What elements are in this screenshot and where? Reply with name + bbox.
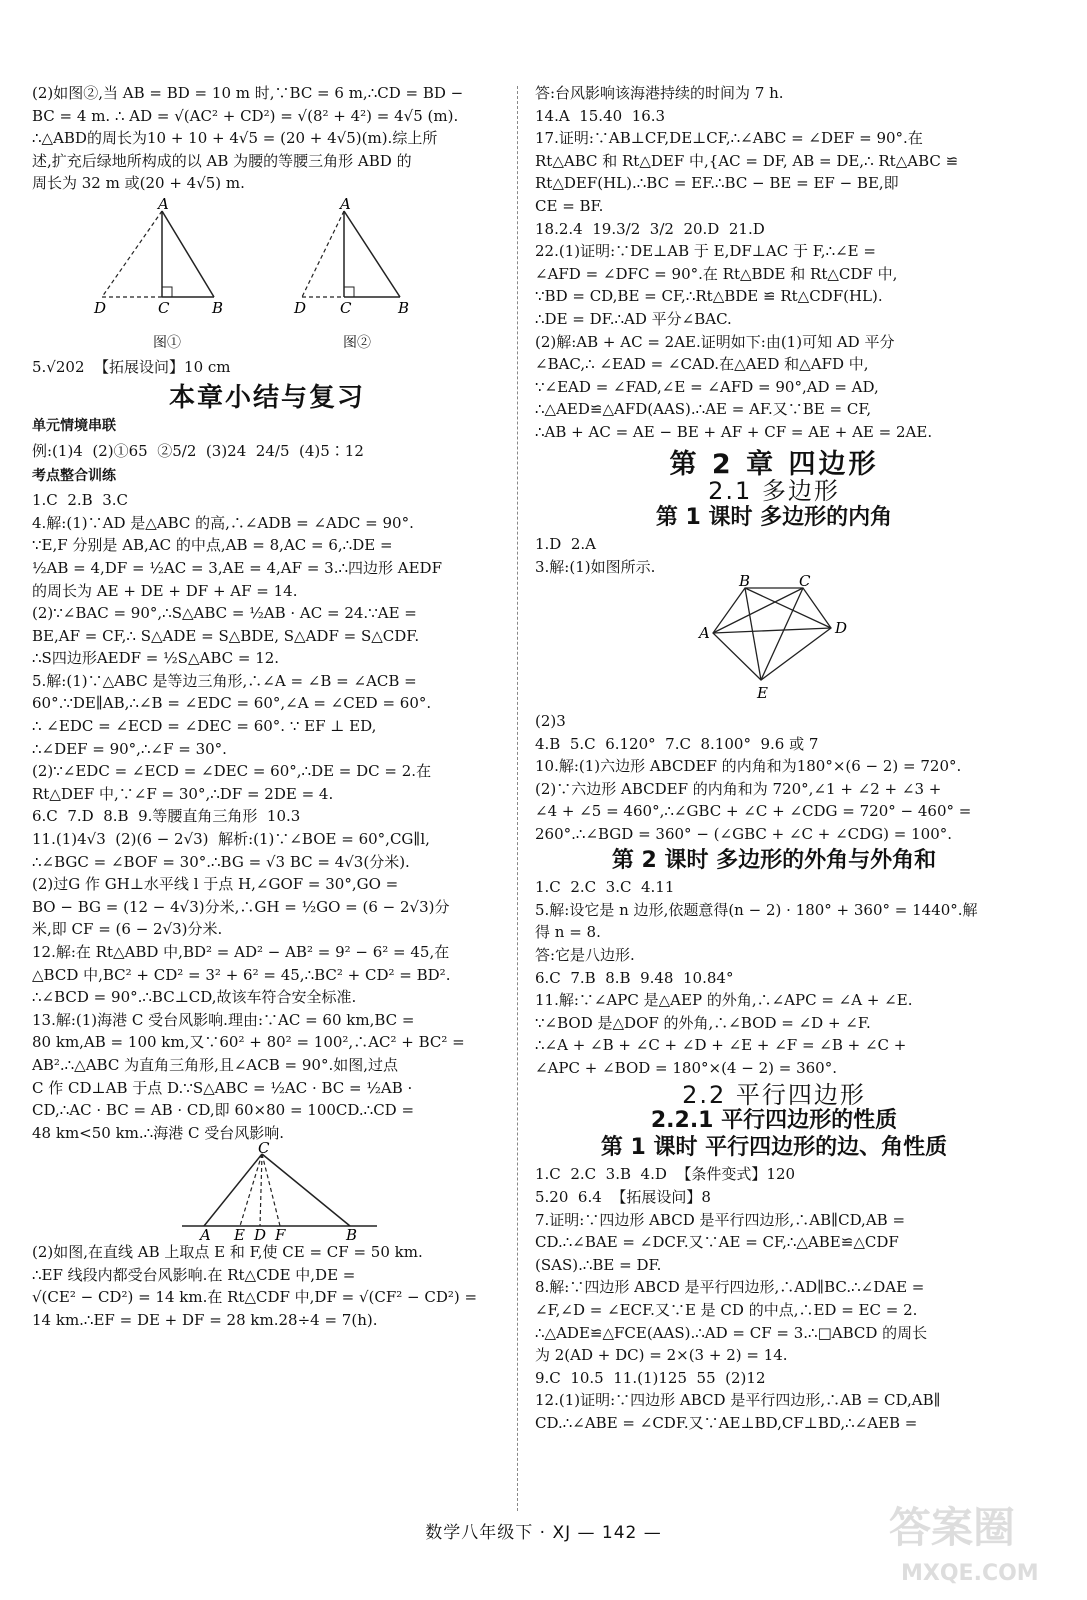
- typhoon-figure: [32, 1139, 502, 1245]
- answer-line: 9.C 10.5 11.(1)125 55 (2)12: [535, 1368, 766, 1387]
- answer-line: BC = 4 m. ∴ AD = √(AC² + CD²) = √(8² + 4²) = 4√5 (m).: [32, 106, 459, 125]
- answer-line: CD.∴∠ABE = ∠CDF.又∵AE⊥BD,CF⊥BD,∴∠AEB =: [535, 1413, 918, 1432]
- svg-text:D: D: [254, 1226, 267, 1245]
- svg-text:B: B: [346, 1226, 358, 1245]
- figure-2-caption: 图②: [343, 334, 371, 351]
- answer-line: 22.(1)证明:∵DE⊥AB 于 E,DF⊥AC 于 F,∴∠E =: [535, 242, 876, 261]
- section-2-2-title: 2.2 平行四边形: [682, 1080, 866, 1109]
- section-2-1-title: 2.1 多边形: [708, 477, 840, 506]
- answer-line: 11.解:∵∠APC 是△AEP 的外角,∴∠APC = ∠A + ∠E.: [535, 991, 913, 1010]
- svg-text:C: C: [340, 298, 352, 317]
- lesson-3-title: 第 1 课时 平行四边形的边、角性质: [600, 1134, 948, 1160]
- answer-line: 4.解:(1)∵AD 是△ABC 的高,∴∠ADB = ∠ADC = 90°.: [32, 513, 414, 532]
- answer-line: 11.(1)4√3 (2)(6 − 2√3) 解析:(1)∵∠BOE = 60°,CG∥l,: [32, 830, 430, 849]
- answer-line: (2)如图②,当 AB = BD = 10 m 时,∵BC = 6 m,∴CD = BD −: [32, 84, 464, 102]
- answer-line: 述,扩充后绿地所构成的以 AB 为腰的等腰三角形 ABD 的: [32, 151, 412, 170]
- pentagon-star-figure: [535, 572, 1013, 703]
- svg-text:A: A: [340, 194, 351, 213]
- left-answer-block-c: [32, 1241, 502, 1331]
- triangle-figure-2: [282, 194, 432, 324]
- answer-line: 周长为 32 m 或(20 + 4√5) m.: [32, 174, 245, 193]
- subheading-key-points: 考点整合训练: [32, 467, 116, 484]
- svg-text:B: B: [739, 572, 751, 591]
- answer-line: (2)∵∠BAC = 90°,∴S△ABC = ½AB · AC = 24.∵AE =: [32, 604, 417, 623]
- right-column: [535, 82, 1013, 1434]
- answer-line: 7.证明:∵四边形 ABCD 是平行四边形,∴AB∥CD,AB =: [535, 1210, 906, 1229]
- answer-line: 14 km.∴EF = DE + DF = 28 km.28÷4 = 7(h).: [32, 1310, 378, 1329]
- svg-text:D: D: [294, 298, 307, 317]
- answer-line: △BCD 中,BC² + CD² = 3² + 6² = 45,∴BC² + CD² = BD².: [32, 965, 451, 984]
- page-footer: 数学八年级下 · XJ — 142 —: [425, 1523, 662, 1543]
- svg-text:E: E: [757, 684, 768, 703]
- chapter-2-title: 第 2 章 四边形: [669, 448, 879, 480]
- svg-text:D: D: [835, 619, 848, 638]
- svg-text:B: B: [398, 298, 410, 317]
- watermark-top-text: 答案圈: [889, 1503, 1016, 1552]
- answer-line: ∴S四边形AEDF = ½S△ABC = 12.: [32, 649, 280, 668]
- answer-line: ∴∠BCD = 90°.∴BC⊥CD,故该车符合安全标准.: [32, 988, 357, 1007]
- watermark-logo: [879, 1490, 1069, 1590]
- svg-text:A: A: [158, 194, 169, 213]
- watermark-bottom-text: MXQE.COM: [901, 1561, 1039, 1586]
- answer-line: ∠APC + ∠BOD = 180°×(4 − 2) = 360°.: [535, 1058, 837, 1077]
- answer-line: 米,即 CF = (6 − 2√3)分米.: [32, 920, 223, 939]
- answer-line: BE,AF = CF,∴ S△ADE = S△BDE, S△ADF = S△CDF.: [32, 626, 420, 645]
- answer-line: ½AB = 4,DF = ½AC = 3,AE = 4,AF = 3.∴四边形 AEDF: [32, 558, 442, 577]
- answer-line: AB².∴△ABC 为直角三角形,且∠ACB = 90°.如图,过点: [32, 1055, 398, 1074]
- right-answer-block-d: [535, 876, 1013, 1079]
- answer-line: 5.解:(1)∵△ABC 是等边三角形,∴∠A = ∠B = ∠ACB =: [32, 671, 417, 690]
- svg-text:C: C: [258, 1139, 270, 1158]
- answer-line: 6.C 7.D 8.B 9.等腰直角三角形 10.3: [32, 807, 301, 826]
- answer-line: ∵∠EAD = ∠FAD,∠E = ∠AFD = 90°,AD = AD,: [535, 377, 879, 396]
- answer-line: (2)∵六边形 ABCDEF 的内角和为 720°,∠1 + ∠2 + ∠3 +: [535, 779, 942, 798]
- answer-line: ∴DE = DF.∴AD 平分∠BAC.: [535, 309, 732, 328]
- answer-line: 12.(1)证明:∵四边形 ABCD 是平行四边形,∴AB = CD,AB∥: [535, 1391, 941, 1410]
- answer-line: ∴AB + AC = AE − BE + AF + CF = AE + AE = 2AE.: [535, 422, 933, 441]
- answer-line: (2)如图,在直线 AB 上取点 E 和 F,使 CE = CF = 50 km.: [32, 1242, 423, 1261]
- answer-line: √(CE² − CD²) = 14 km.在 Rt△CDF 中,DF = √(CF² − CD²) =: [32, 1288, 478, 1307]
- answer-line: 答:它是八边形.: [535, 946, 635, 964]
- left-answer-block-a: [32, 82, 502, 195]
- answer-line: 3.解:(1)如图所示.: [535, 557, 656, 576]
- answer-line: 6.C 7.B 8.B 9.48 10.84°: [535, 968, 734, 987]
- answer-line: ∴△ADE≌△FCE(AAS).∴AD = CF = 3.∴□ABCD 的周长: [535, 1323, 928, 1342]
- answer-line: ∴∠A + ∠B + ∠C + ∠D + ∠E + ∠F = ∠B + ∠C +: [535, 1036, 907, 1055]
- answer-line: (SAS).∴BE = DF.: [535, 1255, 662, 1274]
- svg-text:D: D: [94, 298, 107, 317]
- answer-line: ∠AFD = ∠DFC = 90°.在 Rt△BDE 和 Rt△CDF 中,: [535, 264, 898, 283]
- figure-1: [92, 194, 242, 354]
- answer-line: (2)∵∠EDC = ∠ECD = ∠DEC = 60°,∴DE = DC = 2.在: [32, 762, 432, 781]
- svg-text:A: A: [200, 1226, 211, 1245]
- answer-line: 得 n = 8.: [535, 923, 601, 942]
- answer-line: Rt△DEF 中,∵∠F = 30°,∴DF = 2DE = 4.: [32, 784, 334, 803]
- figure-1-caption: 图①: [153, 334, 181, 351]
- answer-line: 的周长为 AE + DE + DF + AF = 14.: [32, 581, 298, 600]
- answer-line: ∴EF 线段内都受台风影响.在 Rt△CDE 中,DE =: [32, 1265, 356, 1284]
- answer-line: 1.D 2.A: [535, 535, 597, 554]
- section-2-2-1-title: 2.2.1 平行四边形的性质: [650, 1108, 898, 1134]
- answer-line: 17.证明:∵AB⊥CF,DE⊥CF,∴∠ABC = ∠DEF = 90°.在: [535, 129, 923, 148]
- answer-line: CD,∴AC · BC = AB · CD,即 60×80 = 100CD.∴CD =: [32, 1101, 415, 1120]
- answer-line: 13.解:(1)海港 C 受台风影响.理由:∵AC = 60 km,BC =: [32, 1010, 415, 1029]
- answer-line: ∴△ABD的周长为10 + 10 + 4√5 = (20 + 4√5)(m).综上所: [32, 129, 438, 148]
- answer-line: 14.A 15.40 16.3: [535, 106, 666, 125]
- subheading-unit-context: 单元情境串联: [32, 418, 116, 435]
- answer-line: 80 km,AB = 100 km,又∵60² + 80² = 100²,∴AC² + BC² =: [32, 1033, 465, 1052]
- svg-text:B: B: [212, 298, 224, 317]
- answer-line: 60°.∵DE∥AB,∴∠B = ∠EDC = 60°,∠A = ∠CED = 60°.: [32, 694, 432, 713]
- answer-line: 48 km<50 km.∴海港 C 受台风影响.: [32, 1123, 284, 1142]
- svg-text:E: E: [234, 1226, 245, 1245]
- answer-line: Rt△ABC 和 Rt△DEF 中,{AC = DF, AB = DE,∴ Rt△ABC ≌: [535, 151, 959, 170]
- answer-line: 5.解:设它是 n 边形,依题意得(n − 2) · 180° + 360° = 1440°.解: [535, 900, 978, 919]
- answer-line: 1.C 2.C 3.C 4.11: [535, 878, 675, 897]
- right-answer-block-c: [535, 710, 1013, 846]
- answer-line: 1.C 2.B 3.C: [32, 491, 128, 510]
- right-answer-block-b: [535, 533, 1013, 578]
- answer-line: ∠BAC,∴ ∠EAD = ∠CAD.在△AED 和△AFD 中,: [535, 355, 869, 374]
- answer-line: 8.解:∵四边形 ABCD 是平行四边形,∴AD∥BC.∴∠DAE =: [535, 1278, 925, 1297]
- svg-text:C: C: [158, 298, 170, 317]
- answer-line: ∵E,F 分别是 AB,AC 的中点,AB = 8,AC = 6,∴DE =: [32, 536, 393, 555]
- answer-line: 10.解:(1)六边形 ABCDEF 的内角和为180°×(6 − 2) = 720°.: [535, 757, 962, 776]
- answer-line: 为 2(AD + DC) = 2×(3 + 2) = 14.: [535, 1346, 788, 1365]
- answer-line: BO − BG = (12 − 4√3)分米,∴GH = ½GO = (6 − 2√3)分: [32, 897, 450, 916]
- answer-line: 18.2.4 19.3/2 3/2 20.D 21.D: [535, 219, 765, 238]
- answer-line: ∵∠BOD 是△DOF 的外角,∴∠BOD = ∠D + ∠F.: [535, 1013, 871, 1032]
- svg-text:C: C: [799, 572, 811, 591]
- answer-line: (2)3: [535, 712, 566, 731]
- answer-line: (2)过G 作 GH⊥水平线 l 于点 H,∠GOF = 30°,GO =: [32, 875, 399, 894]
- answer-line: Rt△DEF(HL).∴BC = EF.∴BC − BE = EF − BE,即: [535, 174, 899, 193]
- left-column: [32, 82, 502, 1331]
- answer-line: 12.解:在 Rt△ABD 中,BD² = AD² − AB² = 9² − 6² = 45,在: [32, 943, 450, 961]
- answer-line: CE = BF.: [535, 196, 604, 215]
- lesson-2-title: 第 2 课时 多边形的外角与外角和: [611, 847, 937, 873]
- answer-line: C 作 CD⊥AB 于点 D.∵S△ABC = ½AC · BC = ½AB ·: [32, 1078, 413, 1097]
- answer-line: ∵BD = CD,BE = CF,∴Rt△BDE ≌ Rt△CDF(HL).: [535, 287, 883, 306]
- answer-line: ∴∠BGC = ∠BOF = 30°.∴BG = √3 BC = 4√3(分米).: [32, 852, 410, 871]
- triangle-figure-1: [92, 194, 242, 324]
- answer-line: ∴△AED≌△AFD(AAS).∴AE = AF.又∵BE = CF,: [535, 400, 872, 419]
- answer-line: 5.20 6.4 【拓展设问】8: [535, 1187, 711, 1206]
- answer-line: 260°.∴∠BGD = 360° − (∠GBC + ∠C + ∠CDG) = 100°.: [535, 825, 953, 844]
- svg-text:F: F: [275, 1226, 286, 1245]
- answer-line: 答:台风影响该海港持续的时间为 7 h.: [535, 84, 784, 102]
- right-answer-block-e: [535, 1163, 1013, 1434]
- right-answer-block-a: [535, 82, 1013, 444]
- figure-2: [282, 194, 432, 354]
- answer-line: ∠4 + ∠5 = 460°,∴∠GBC + ∠C + ∠CDG = 720° − 460° =: [535, 802, 972, 821]
- answer-line: ∴ ∠EDC = ∠ECD = ∠DEC = 60°. ∵ EF ⊥ ED,: [32, 717, 377, 736]
- answer-line: ∴∠DEF = 90°,∴∠F = 30°.: [32, 739, 227, 758]
- lesson-1-title: 第 1 课时 多边形的内角: [655, 504, 893, 530]
- answer-line: 1.C 2.C 3.B 4.D 【条件变式】120: [535, 1165, 796, 1184]
- answer-line: (2)解:AB + AC = 2AE.证明如下:由(1)可知 AD 平分: [535, 332, 895, 351]
- chapter-summary-title: 本章小结与复习: [168, 382, 365, 413]
- example-answer-line: 例:(1)4 (2)①65 ②5/2 (3)24 24/5 (4)5∶12: [32, 441, 364, 460]
- answer-line-5: 5.√202 【拓展设问】10 cm: [32, 358, 231, 377]
- triangle-figures: [72, 194, 452, 354]
- answer-line: ∠F,∠D = ∠ECF.又∵E 是 CD 的中点,∴ED = EC = 2.: [535, 1300, 918, 1319]
- answer-line: CD.∴∠BAE = ∠DCF.又∵AE = CF,∴△ABE≌△CDF: [535, 1233, 899, 1252]
- left-answer-block-b: [32, 489, 502, 1144]
- column-divider: [517, 86, 518, 1511]
- svg-text:A: A: [699, 624, 710, 643]
- answer-line: 4.B 5.C 6.120° 7.C 8.100° 9.6 或 7: [535, 734, 819, 753]
